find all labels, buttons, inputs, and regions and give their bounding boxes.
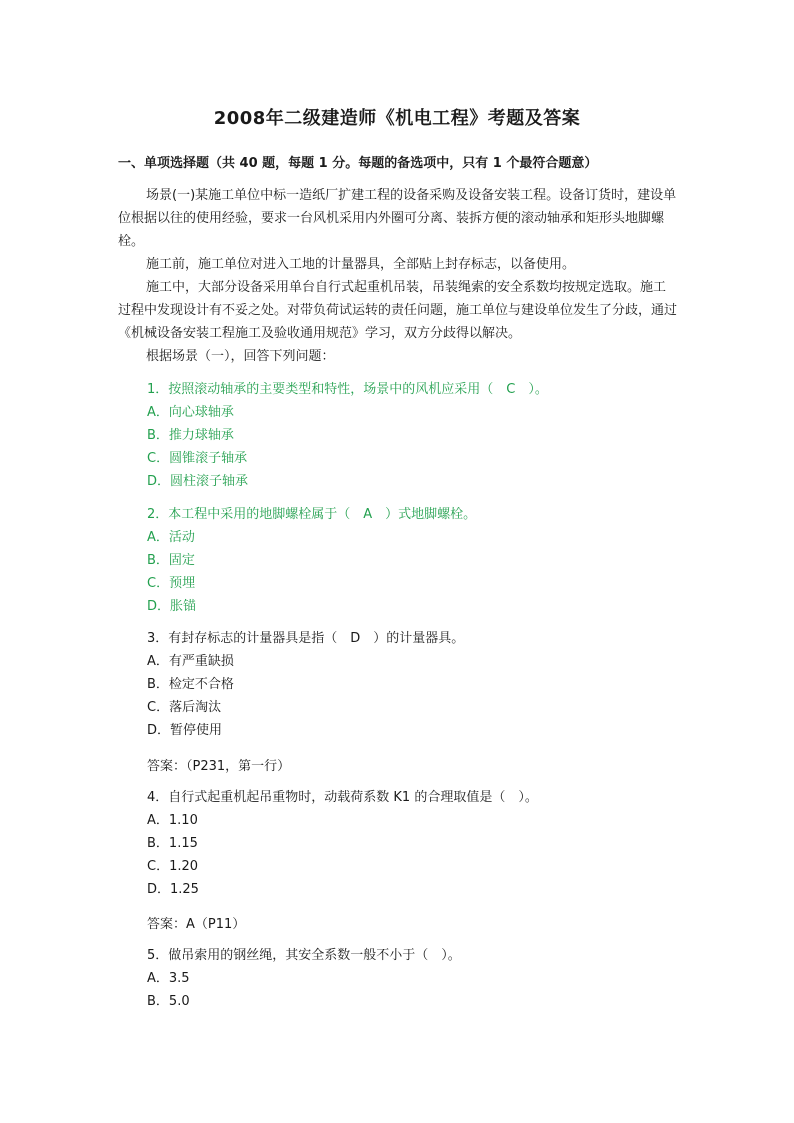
option-b: B．5.0: [147, 994, 190, 1009]
question-5: [147, 944, 461, 1013]
scenario-text: [118, 184, 678, 368]
option-b: B．固定: [147, 553, 195, 568]
answer-3: 答案：（P231，第一行）: [147, 759, 291, 774]
option-c: C．落后淘汰: [147, 700, 222, 715]
scenario-paragraph: 场景(一)某施工单位中标一造纸厂扩建工程的设备采购及设备安装工程。设备订货时，建设单位根据以往的使用经验，要求一台风机采用内外圈可分离、装拆方便的滚动轴承和矩形头地脚螺栓。: [118, 188, 677, 249]
question-stem: 2．本工程中采用的地脚螺栓属于（ A ）式地脚螺栓。: [147, 507, 477, 522]
option-c: C．1.20: [147, 859, 199, 874]
question-4: [147, 786, 538, 901]
option-a: A．3.5: [147, 971, 190, 986]
option-c: C．圆锥滚子轴承: [147, 451, 248, 466]
scenario-paragraph: 施工前，施工单位对进入工地的计量器具，全部贴上封存标志，以备使用。: [146, 257, 576, 272]
option-d: D．圆柱滚子轴承: [147, 474, 249, 489]
option-d: D．1.25: [147, 882, 199, 897]
question-stem: 5．做吊索用的钢丝绳，其安全系数一般不小于（ ）。: [147, 948, 461, 963]
option-a: A．有严重缺损: [147, 654, 234, 669]
question-stem: 1．按照滚动轴承的主要类型和特性，场景中的风机应采用（ C ）。: [147, 382, 548, 397]
option-a: A．活动: [147, 530, 195, 545]
question-3: [147, 627, 464, 742]
question-1: [147, 378, 548, 493]
option-d: D．胀锚: [147, 599, 197, 614]
option-b: B．检定不合格: [147, 677, 234, 692]
option-b: B．1.15: [147, 836, 198, 851]
option-b: B．推力球轴承: [147, 428, 234, 443]
question-2: [147, 503, 476, 618]
scenario-paragraph: 施工中，大部分设备采用单台自行式起重机吊装，吊装绳索的安全系数均按规定选取。施工过程中发现设计有不妥之处。对带负荷试运转的责任问题，施工单位与建设单位发生了分歧，通过《机械设备安装工程施工及验收通用规范》学习，双方分歧得以解决。: [118, 280, 678, 341]
answer-4: 答案：A（P11）: [147, 917, 246, 932]
scenario-paragraph: 根据场景（一），回答下列问题：: [146, 349, 335, 364]
option-c: C．预埋: [147, 576, 196, 591]
section-heading: 一、单项选择题（共 40 题，每题 1 分。每题的备选项中，只有 1 个最符合题意）: [118, 156, 598, 171]
question-stem: 3．有封存标志的计量器具是指（ D ）的计量器具。: [147, 631, 465, 646]
option-a: A．向心球轴承: [147, 405, 234, 420]
option-d: D．暂停使用: [147, 723, 223, 738]
question-stem: 4．自行式起重机起吊重物时，动载荷系数 K1 的合理取值是（ ）。: [147, 790, 538, 805]
option-a: A．1.10: [147, 813, 198, 828]
document-title: 2008年二级建造师《机电工程》考题及答案: [213, 108, 581, 129]
